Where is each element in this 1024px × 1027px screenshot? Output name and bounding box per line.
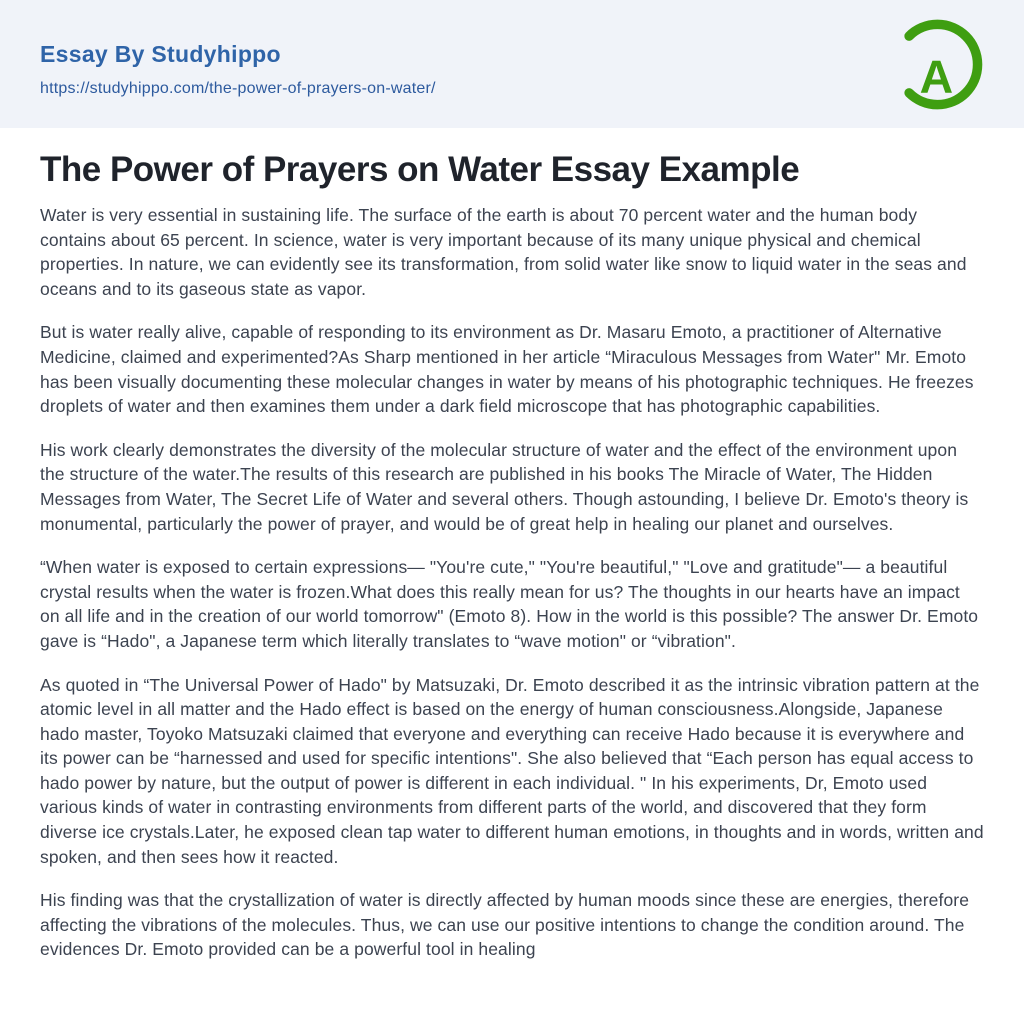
brand-title: Essay By Studyhippo xyxy=(40,41,281,67)
essay-paragraph-3: His work clearly demonstrates the diversity of the molecular structure of water and the effect of the environment upon the structure of the water.The results of this research are published in his books The Miracle of Water, The Hidden Messages from Water, The Secret Life of Water and several others. Though astounding, I believe Dr. Emoto's theory is monumental, particularly the power of prayer, and would be of great help in healing our planet and ourselves. xyxy=(40,439,969,534)
source-url-link[interactable]: https://studyhippo.com/the-power-of-prayers-on-water/ xyxy=(40,80,436,98)
page-header xyxy=(0,0,1024,128)
essay-title: The Power of Prayers on Water Essay Example xyxy=(40,150,800,189)
essay-paragraph-5: As quoted in “The Universal Power of Hado" by Matsuzaki, Dr. Emoto described it as the intrinsic vibration pattern at the atomic level in all matter and the Hado effect is based on the energy of human consciousness.Alongside, Japanese hado master, Toyoko Matsuzaki claimed that everyone and everything can receive Hado because it is everywhere and its power can be “harnessed and used for specific intentions". She also believed that “Each person has equal access to hado power by nature, but the output of power is different in each individual. " In his experiments, Dr, Emoto used various kinds of water in contrasting environments from different parts of the world, and discovered that they form diverse ice crystals.Later, he exposed clean tap water to different human emotions, in thoughts and in words, written and spoken, and then sees how it reacted. xyxy=(40,674,984,867)
essay-paragraph-6: His finding was that the crystallization of water is directly affected by human moods since these are energies, therefore affecting the vibrations of the molecules. Thus, we can use our positive intentions to change the condition around. The evidences Dr. Emoto provided can be a powerful tool in healing xyxy=(40,890,970,960)
essay-paragraph-2: But is water really alive, capable of responding to its environment as Dr. Masaru Emoto, a practitioner of Alternative Medicine, claimed and experimented?As Sharp mentioned in her article “Miraculous Messages from Water" Mr. Emoto has been visually documenting these molecular changes in water by means of his photographic techniques. He freezes droplets of water and then examines them under a dark field microscope that has photographic capabilities. xyxy=(40,322,974,417)
logo-letter: A xyxy=(919,50,954,103)
essay-paragraph-4: “When water is exposed to certain expressions— "You're cute," "You're beautiful," "Love and gratitude"— a beautiful crystal results when the water is frozen.What does this really mean for us? The thoughts in our hearts have an impact on all life and in the creation of our world tomorrow" (Emoto 8). How in the world is this possible? The answer Dr. Emoto gave is “Hado", a Japanese term which literally translates to “wave motion" or “vibration". xyxy=(40,557,979,651)
header-text-block xyxy=(40,42,984,98)
essay-content xyxy=(0,128,1024,962)
essay-paragraph-1: Water is very essential in sustaining life. The surface of the earth is about 70 percent water and the human body contains about 65 percent. In science, water is very important because of its many unique physical and chemical properties. In nature, we can evidently see its transformation, from solid water like snow to liquid water in the seas and oceans and to its gaseous state as vapor. xyxy=(40,205,967,299)
studyhippo-logo-icon xyxy=(890,17,985,112)
